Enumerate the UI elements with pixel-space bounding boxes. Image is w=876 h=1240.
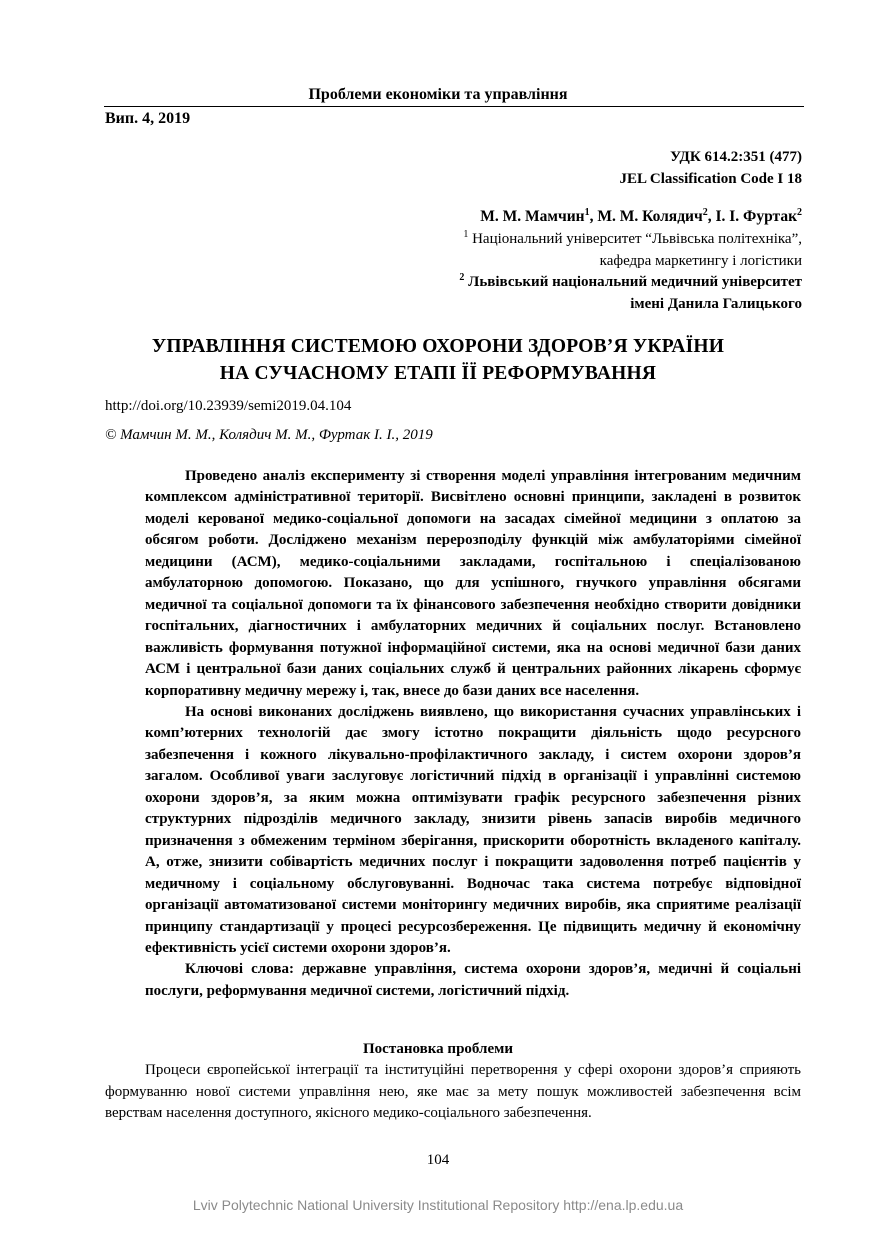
jel-code: JEL Classification Code I 18 [619,171,802,187]
authors-line [480,208,802,226]
affiliation-2-name-cont: імені Данила Галицького [630,296,802,312]
affiliation-1-name: Національний університет “Львівська політехніка”, [468,231,802,247]
journal-title: Проблеми економіки та управління [308,86,568,103]
header-rule [104,106,804,107]
abstract-paragraph-2: На основі виконаних досліджень виявлено, що використання сучасних управлінських і комп’ютерних технологій дає змогу істотно покращити діяльність щодо ресурсного забезпечення і кожного лікувально-профілактичного закладу, і систем охорони здоров’я загалом. Особливої уваги заслуговує логістичний підхід в організації і управлінні системою охорони здоров’я, за яким можна оптимізувати графік ресурсного забезпечення різних структурних підрозділів медичного закладу, знизити рівень запасів виробів медичного призначення з обмеженим терміном зберігання, прискорити оборотність вкладеного капіталу. А, отже, знизити собівартість медичних послуг і покращити задоволення потреб пацієнтів у медичному і соціальному обслуговуванні. Водночас така система потребує відповідної організації автоматизованої системи моніторингу медичних виробів, яка сприятиме реалізації принципу стандартизації у процесі ресурсозбереження. Це підвищить медичну й економічну ефективність усієї системи охорони здоров’я. [145,703,801,956]
affiliation-1-department: кафедра маркетингу і логістики [599,253,802,269]
body-paragraph-1: Процеси європейської інтеграції та інституційні перетворення у сфері охорони здоров’я сприяють формуванню нової системи управління нею, яке має за мету пошук можливостей забезпечення всім верствам населення доступного, якісного медико-соціального забезпечення. [105,1062,801,1121]
paper-title [0,333,876,387]
keywords: Ключові слова: державне управління, система охорони здоров’я, медичні й соціальні послуги, реформування медичної системи, логістичний підхід. [145,961,801,999]
section-body [105,1060,801,1125]
paper-title-line-1: УПРАВЛІННЯ СИСТЕМОЮ ОХОРОНИ ЗДОРОВ’Я УКРАЇНИ [151,336,725,357]
abstract [145,466,801,1002]
page-number: 104 [426,1152,450,1168]
affiliation-2 [459,274,802,291]
udk-code: УДК 614.2:351 (477) [670,149,802,165]
author-separator: , [707,208,716,225]
author-1-affiliation: 1 [584,206,590,218]
abstract-paragraph-1: Проведено аналіз експерименту зі створення моделі управління інтегрованим медичним комплексом адміністративної території. Висвітлено основні принципи, закладені в розвиток моделі керованої медико-соціальної допомоги на засадах сімейної медицини з оплатою за обсягом роботи. Досліджено механізм перерозподілу функцій між амбулаторіями сімейної медицини (АСМ), медико-соціальними закладами, госпітальною і спеціалізованою амбулаторною допомогою. Показано, що для успішного, гнучкого управління обсягами медичної та соціальної допомоги та їх фінансового забезпечення необхідно створити довідники госпітальних, діагностичних і амбулаторних медичних й соціальних послуг. Встановлено важливість формування потужної інформаційної системи, яка на основі медичної бази даних АСМ і центральної бази даних соціальних служб й центральних районних лікарень сформує корпоративну медичну мережу і, так, внесе до бази даних все населення. [145,468,801,699]
author-3-affiliation: 2 [797,206,802,218]
affiliation-2-name: Львівський національний медичний університет [464,274,802,290]
issue-label: Вип. 4, 2019 [105,110,191,127]
affiliation-1-marker: 1 [463,229,469,240]
author-3: І. І. Фуртак [715,208,797,225]
doi-link[interactable]: http://doi.org/10.23939/semi2019.04.104 [105,398,352,414]
repository-footer: Lviv Polytechnic National University Institutional Repository http://ena.lp.edu.ua [192,1197,684,1213]
author-2-affiliation: 2 [702,206,708,218]
section-heading: Постановка проблеми [363,1041,513,1057]
affiliation-1 [463,231,802,248]
affiliation-2-marker: 2 [459,272,465,283]
author-separator: , [589,208,598,225]
copyright-line: © Мамчин М. М., Колядич М. М., Фуртак І. І., 2019 [105,427,433,443]
paper-title-line-2: НА СУЧАСНОМУ ЕТАПІ ЇЇ РЕФОРМУВАННЯ [219,363,657,384]
author-1: М. М. Мамчин [480,208,585,225]
author-2: М. М. Колядич [597,208,703,225]
